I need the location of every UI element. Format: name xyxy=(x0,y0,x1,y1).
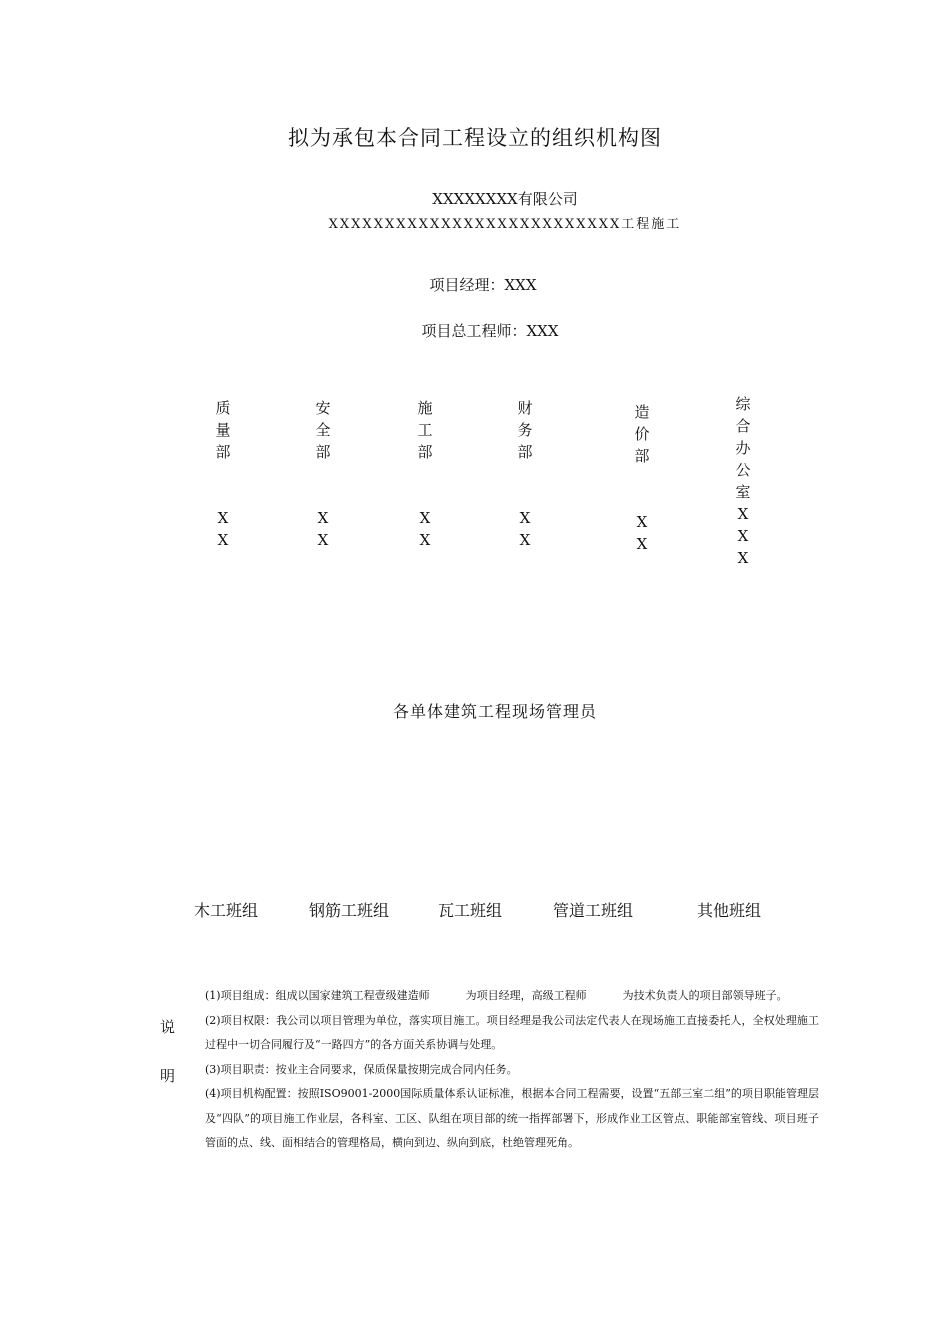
vertical-char: 部 xyxy=(215,443,231,461)
department-name xyxy=(405,397,445,463)
vertical-char: 施 xyxy=(417,399,433,417)
vertical-char: 公 xyxy=(735,461,751,479)
department-person xyxy=(405,507,445,551)
vertical-char: X xyxy=(737,505,749,523)
company-name: XXXXXXXX有限公司 xyxy=(432,190,578,208)
department-person xyxy=(303,507,343,551)
vertical-char: 造 xyxy=(634,403,650,421)
note-3: (3)项目职责：按业主合同要求，保质保量按期完成合同内任务。 xyxy=(205,1062,518,1076)
vertical-char: X xyxy=(519,531,531,549)
notes-label-2: 明 xyxy=(160,1067,176,1085)
team-rebar: 钢筋工班组 xyxy=(309,901,390,920)
project-manager: 项目经理：XXX xyxy=(429,276,537,294)
department-quality xyxy=(203,397,243,551)
department-name xyxy=(723,393,763,503)
vertical-char: X xyxy=(317,509,329,527)
vertical-char: 财 xyxy=(517,399,533,417)
vertical-char: 量 xyxy=(215,421,231,439)
vertical-char: 综 xyxy=(735,395,751,413)
department-office xyxy=(723,393,763,569)
vertical-char: 部 xyxy=(634,447,650,465)
department-safety xyxy=(303,397,343,551)
note-2: (2)项目权限：我公司以项目管理为单位，落实项目施工。项目经理是我公司法定代表人在现场施工直接委托人，全权处理施工过程中一切合同履行及“一路四方”的各方面关系协调与处理。 xyxy=(205,1013,819,1051)
vertical-char: 工 xyxy=(417,421,433,439)
notes-label-1: 说 xyxy=(160,1018,176,1036)
chief-engineer: 项目总工程师：XXX xyxy=(421,322,559,340)
note-4: (4)项目机构配置：按照ISO9001-2000国际质量体系认证标准，根据本合同工程需要，设置“五部三室二组”的项目职能管理层及“四队”的项目施工作业层，各科室、工区、队组在项目部的统一指挥部署下，形成作业工区管点、职能部室管线、项目班子管面的点、线、面相结合的管理格局，横向到边、纵向到底，杜绝管理死角。 xyxy=(205,1087,819,1149)
department-name xyxy=(505,397,545,463)
vertical-char: X xyxy=(737,527,749,545)
team-masonry: 瓦工班组 xyxy=(438,901,503,920)
vertical-char: 合 xyxy=(735,417,751,435)
vertical-char: X xyxy=(419,509,431,527)
notes-block xyxy=(205,984,819,1156)
team-other: 其他班组 xyxy=(697,901,762,920)
vertical-char: X xyxy=(737,549,749,567)
vertical-char: X xyxy=(519,509,531,527)
vertical-char: 质 xyxy=(215,399,231,417)
department-person xyxy=(505,507,545,551)
vertical-char: 务 xyxy=(517,421,533,439)
vertical-char: 部 xyxy=(417,443,433,461)
project-name: XXXXXXXXXXXXXXXXXXXXXXXXXX工程施工 xyxy=(328,217,682,232)
vertical-char: 办 xyxy=(735,439,751,457)
note-1: (1)项目组成：组成以国家建筑工程壹级建造师 为项目经理，高级工程师 为技术负责人的项目部领导班子。 xyxy=(205,989,788,1002)
team-plumbing: 管道工班组 xyxy=(553,901,634,920)
vertical-char: X xyxy=(317,531,329,549)
vertical-char: X xyxy=(419,531,431,549)
department-person xyxy=(203,507,243,551)
team-carpentry: 木工班组 xyxy=(194,901,259,920)
vertical-char: X xyxy=(636,535,648,553)
vertical-char: X xyxy=(636,513,648,531)
department-person xyxy=(723,503,763,569)
page-title: 拟为承包本合同工程设立的组织机构图 xyxy=(288,126,662,150)
site-managers: 各单体建筑工程现场管理员 xyxy=(392,702,597,721)
vertical-char: 全 xyxy=(315,421,331,439)
vertical-char: 室 xyxy=(735,483,751,501)
vertical-char: X xyxy=(217,531,229,549)
vertical-char: 价 xyxy=(634,425,650,443)
department-name xyxy=(303,397,343,463)
vertical-char: 安 xyxy=(315,399,331,417)
department-cost xyxy=(622,401,662,555)
department-person xyxy=(622,511,662,555)
department-name xyxy=(203,397,243,463)
department-finance xyxy=(505,397,545,551)
vertical-char: 部 xyxy=(517,443,533,461)
department-construction xyxy=(405,397,445,551)
vertical-char: 部 xyxy=(315,443,331,461)
vertical-char: X xyxy=(217,509,229,527)
department-name xyxy=(622,401,662,467)
